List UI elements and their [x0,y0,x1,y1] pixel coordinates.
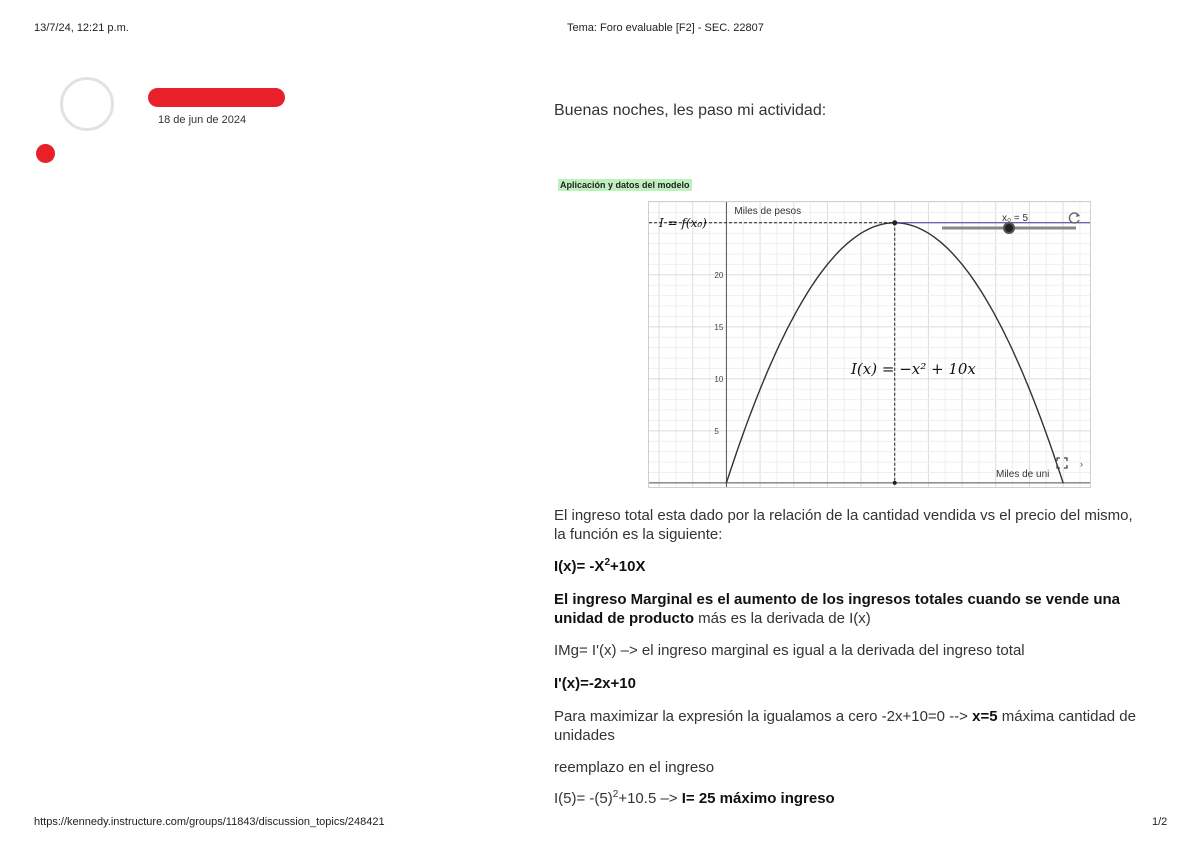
data-point [1062,482,1063,483]
fullscreen-icon[interactable] [1057,458,1067,468]
x-axis-label: Miles de uni [996,468,1050,480]
avatar[interactable] [60,77,114,131]
slider-label: x₀ = 5 [1002,213,1029,224]
x0-label [891,485,900,487]
data-point [860,233,861,234]
data-point [1029,389,1030,390]
x-tick-label [723,486,728,487]
geogebra-applet[interactable] [648,201,1091,488]
data-point [759,389,760,390]
app-label: Aplicación y datos del modelo [560,180,690,190]
graph-curve [649,220,1090,485]
data-point [995,316,996,317]
x-tick-label [858,486,863,487]
data-point [793,316,794,317]
author-name-redacted [148,88,285,107]
paragraph-income: El ingreso total esta dado por la relación de la cantidad vendida vs el precio del mismo, la función es la siguiente: [554,507,1133,543]
print-datetime: 13/7/24, 12:21 p.m. [34,22,129,34]
unread-indicator [36,144,55,163]
x-tick-label [757,486,762,487]
income-equation: $I(x)= -X^2+10X$ [554,557,646,575]
page-number: 1/2 [1152,816,1168,828]
paragraph-result: $I(5)= -(5)^2+10.5 -> I= 25$ máximo ingreso [554,789,835,807]
function-graph[interactable] [649,202,1090,487]
max-point [892,220,897,225]
x-tick-label [925,486,930,487]
y-tick-label: 5 [714,426,719,436]
derivative-equation: I'(x)=-2x+10 [554,675,636,692]
footer-url: https://kennedy.instructure.com/groups/11843/discussion_topics/248421 [34,816,385,828]
x-tick-label [824,486,829,487]
post-date: 18 de jun de 2024 [158,114,247,126]
refresh-icon[interactable] [1069,213,1080,223]
data-point [928,233,929,234]
paragraph-img: IMg= I'(x) –> el ingreso marginal es igual a la derivada del ingreso total [554,642,1025,659]
paragraph-replace: reemplazo en el ingreso [554,759,715,776]
collapse-icon[interactable]: › [1080,459,1083,469]
paragraph-marginal: El ingreso Marginal es el aumento de los ingresos totales cuando se vende una unidad de producto más es la derivada de I(x) [554,591,1120,627]
paragraph-maximize: Para maximizar la expresión la igualamos a cero -2x+10=0 --> x=5 máxima cantidad de unidades [554,708,1136,744]
x-tick-label [959,486,964,487]
data-point [961,264,962,265]
fx-label: I = f(x₀) [659,215,707,230]
data-point [726,482,727,483]
data-point [827,264,828,265]
y-tick-label: 15 [714,322,724,332]
curve-label: I(x) = −x² + 10x [851,360,976,378]
y-axis-label: Miles de pesos [734,206,802,217]
x-tick-label [993,486,998,487]
graph-axes [649,202,1090,487]
x-tick-label [791,486,796,487]
post-greeting: Buenas noches, les paso mi actividad: [554,102,827,119]
x-tick-label [1060,486,1069,487]
x-tick-label [656,486,664,487]
page-title: Tema: Foro evaluable [F2] - SEC. 22807 [567,22,764,34]
slider-handle[interactable] [1004,223,1014,233]
graph-grid [649,202,1090,487]
x-tick-label [1026,486,1031,487]
y-tick-label: 10 [714,374,724,384]
y-tick-label: 20 [714,270,724,280]
x-tick-label [690,486,698,487]
